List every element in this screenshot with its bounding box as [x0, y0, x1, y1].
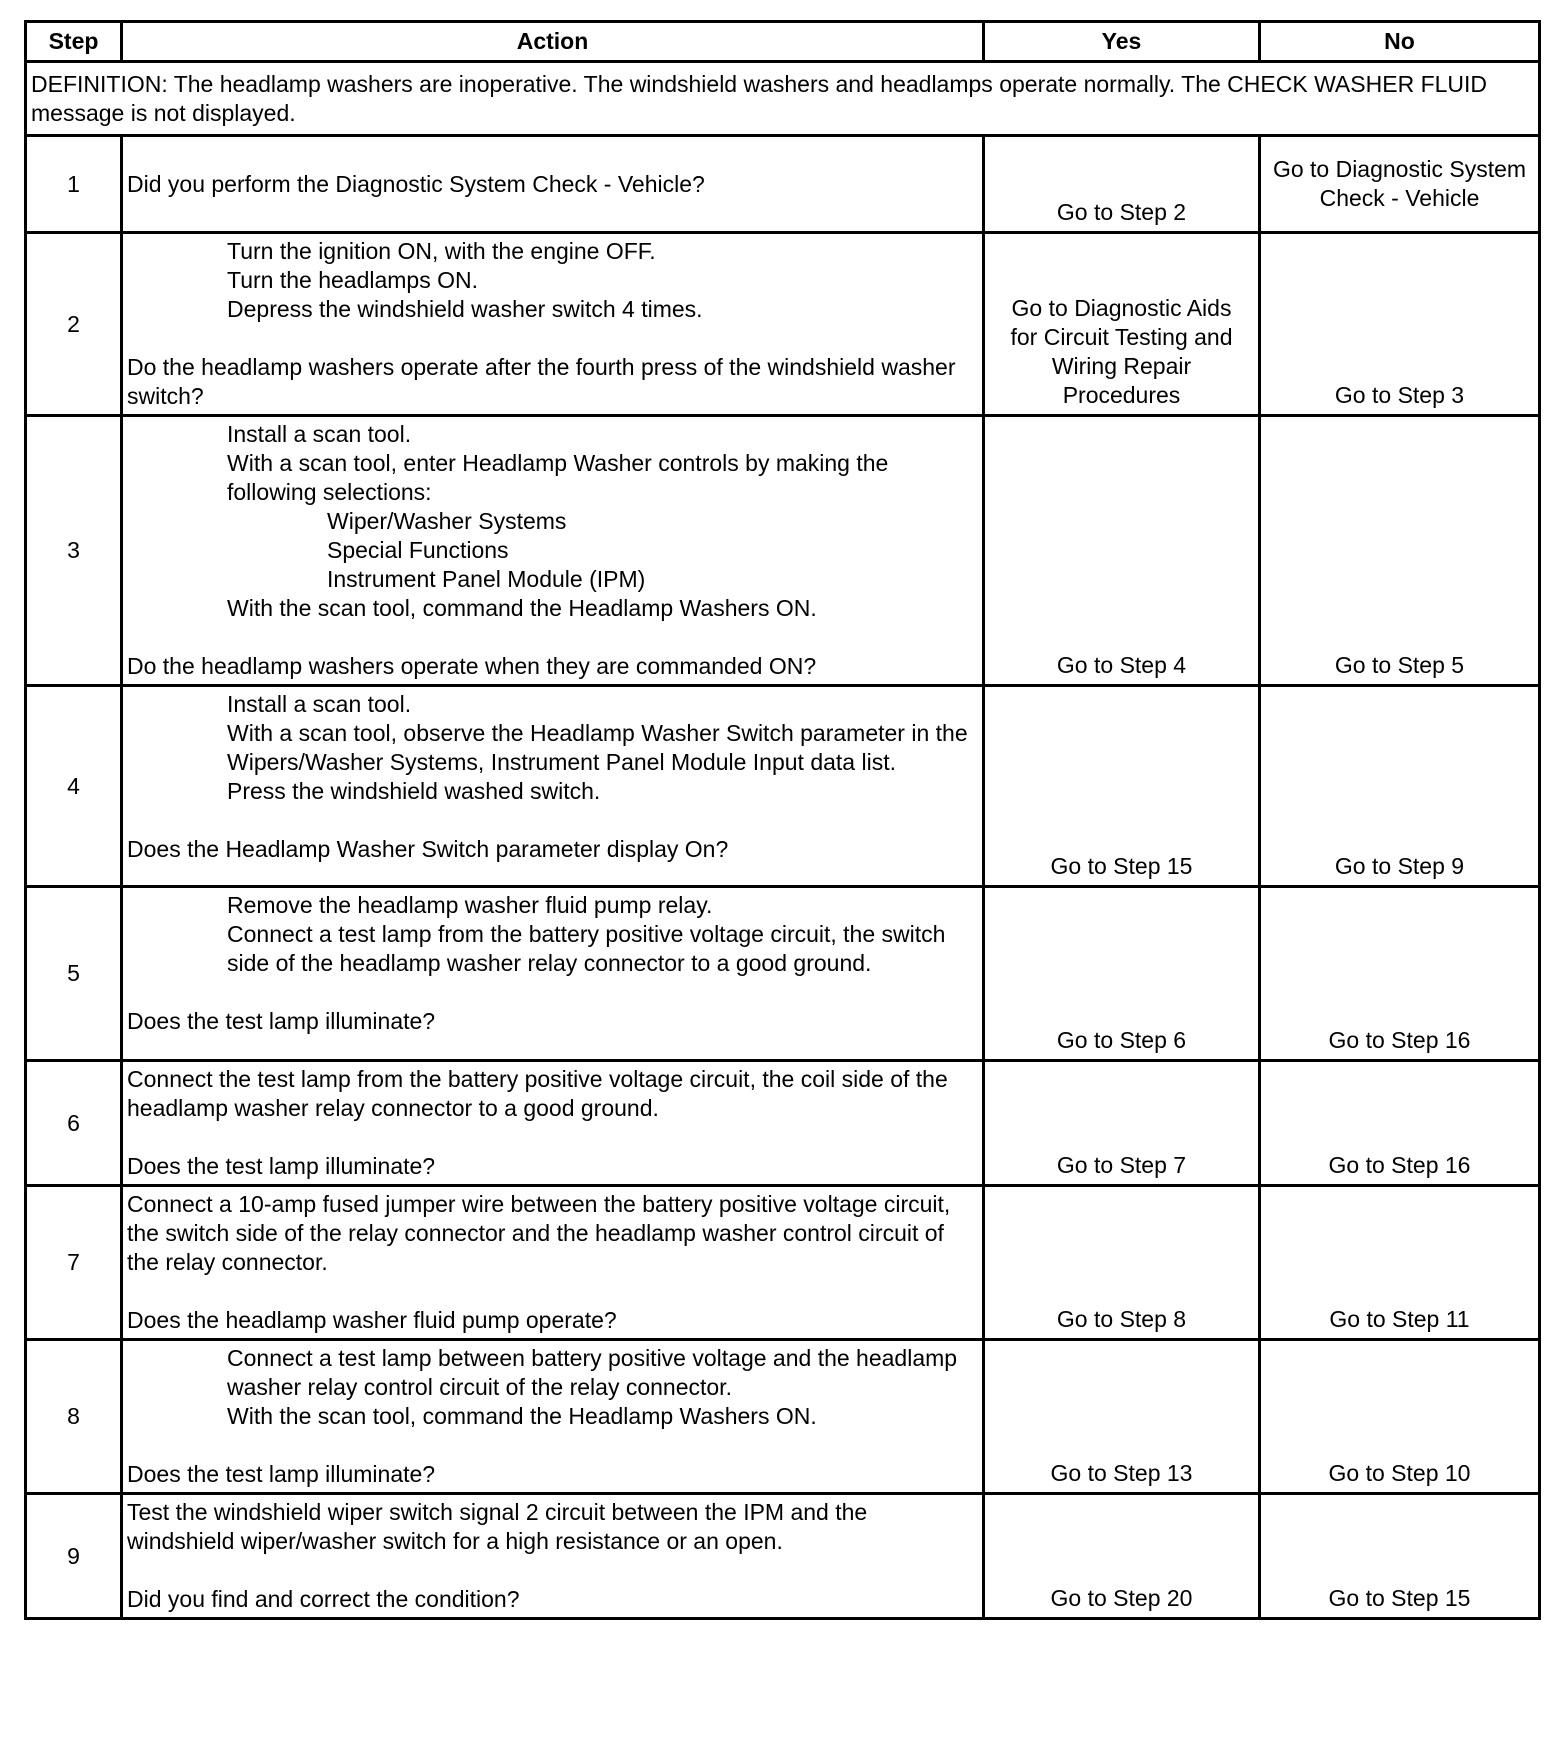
selection-item: Special Functions — [327, 537, 509, 563]
instruction-line: Connect a test lamp from the battery positive voltage circuit, the switch side of the headlamp washer relay connector to a good ground. — [227, 921, 952, 976]
table-row — [26, 887, 1540, 1061]
spacer — [127, 1556, 978, 1585]
table-row — [26, 233, 1540, 416]
selection-item: Wiper/Washer Systems — [327, 508, 567, 534]
yes-cell: Go to Step 7 — [984, 1061, 1260, 1186]
definition-row — [26, 62, 1540, 136]
instruction-line: Test the windshield wiper switch signal 2 circuit between the IPM and the windshield wiper/washer switch for a high resistance or an open. — [127, 1499, 874, 1554]
no-cell: Go to Step 5 — [1260, 416, 1540, 686]
step-number: 3 — [26, 416, 122, 686]
spacer — [127, 978, 978, 1007]
instruction-line: Connect the test lamp from the battery positive voltage circuit, the coil side of the headlamp washer relay connector to a good ground. — [127, 1066, 955, 1121]
instruction-line: Depress the windshield washer switch 4 times. — [227, 296, 703, 322]
question-text: Did you find and correct the condition? — [127, 1586, 520, 1612]
question-text: Does the test lamp illuminate? — [127, 1008, 436, 1034]
instruction-line: Install a scan tool. — [227, 421, 412, 447]
step-number: 7 — [26, 1186, 122, 1340]
instruction-line: With a scan tool, observe the Headlamp Washer Switch parameter in the Wipers/Washer Systems, Instrument Panel Module Input data list. — [227, 720, 974, 775]
no-cell: Go to Step 16 — [1260, 887, 1540, 1061]
yes-cell: Go to Step 4 — [984, 416, 1260, 686]
no-cell: Go to Step 3 — [1260, 233, 1540, 416]
instruction-line: Turn the ignition ON, with the engine OFF. — [227, 238, 656, 264]
header-row — [26, 22, 1540, 62]
instruction-line: With a scan tool, enter Headlamp Washer controls by making the following selections: — [227, 450, 895, 505]
definition-text: DEFINITION: The headlamp washers are inoperative. The windshield washers and headlamps operate normally. The CHECK WASHER FLUID message is not displayed. — [26, 62, 1540, 136]
header-step: Step — [26, 22, 122, 62]
table-row — [26, 1340, 1540, 1494]
question-text: Did you perform the Diagnostic System Check - Vehicle? — [127, 170, 705, 197]
instruction-line: Connect a 10-amp fused jumper wire between the battery positive voltage circuit, the switch side of the relay connector and the headlamp washer control circuit of the relay connector. — [127, 1191, 957, 1275]
action-cell — [122, 686, 984, 887]
instruction-line: Install a scan tool. — [227, 691, 412, 717]
diagnostic-table — [24, 20, 1541, 1620]
spacer — [127, 623, 978, 652]
instruction-line: Press the windshield washed switch. — [227, 778, 601, 804]
yes-cell: Go to Step 2 — [984, 136, 1260, 233]
action-cell — [122, 416, 984, 686]
step-number: 9 — [26, 1494, 122, 1619]
table-row — [26, 136, 1540, 233]
table-row — [26, 416, 1540, 686]
question-text: Does the headlamp washer fluid pump operate? — [127, 1307, 617, 1333]
header-yes: Yes — [984, 22, 1260, 62]
action-cell — [122, 233, 984, 416]
question-text: Does the test lamp illuminate? — [127, 1461, 436, 1487]
table-row — [26, 1494, 1540, 1619]
table-row — [26, 1186, 1540, 1340]
question-text: Do the headlamp washers operate when they are commanded ON? — [127, 653, 817, 679]
instruction-line: Remove the headlamp washer fluid pump relay. — [227, 892, 713, 918]
action-cell — [122, 1340, 984, 1494]
instruction-line: Connect a test lamp between battery positive voltage and the headlamp washer relay control circuit of the relay connector. — [227, 1345, 964, 1400]
no-cell: Go to Diagnostic System Check - Vehicle — [1260, 136, 1540, 233]
no-cell: Go to Step 15 — [1260, 1494, 1540, 1619]
spacer — [127, 1431, 978, 1460]
instruction-line: With the scan tool, command the Headlamp Washers ON. — [227, 1403, 817, 1429]
yes-cell: Go to Step 13 — [984, 1340, 1260, 1494]
table-row — [26, 686, 1540, 887]
no-cell: Go to Step 16 — [1260, 1061, 1540, 1186]
yes-cell: Go to Step 15 — [984, 686, 1260, 887]
question-text: Do the headlamp washers operate after the fourth press of the windshield washer switch? — [127, 354, 962, 409]
step-number: 1 — [26, 136, 122, 233]
spacer — [127, 806, 978, 835]
yes-cell: Go to Step 8 — [984, 1186, 1260, 1340]
step-number: 2 — [26, 233, 122, 416]
action-cell — [122, 136, 984, 233]
header-no: No — [1260, 22, 1540, 62]
yes-cell: Go to Step 6 — [984, 887, 1260, 1061]
header-action: Action — [122, 22, 984, 62]
question-text: Does the Headlamp Washer Switch parameter display On? — [127, 836, 729, 862]
step-number: 6 — [26, 1061, 122, 1186]
instruction-line: With the scan tool, command the Headlamp Washers ON. — [227, 595, 817, 621]
spacer — [127, 1277, 978, 1306]
spacer — [127, 1123, 978, 1152]
step-number: 4 — [26, 686, 122, 887]
action-cell — [122, 1494, 984, 1619]
step-number: 8 — [26, 1340, 122, 1494]
no-cell: Go to Step 10 — [1260, 1340, 1540, 1494]
no-cell: Go to Step 9 — [1260, 686, 1540, 887]
step-number: 5 — [26, 887, 122, 1061]
action-cell — [122, 887, 984, 1061]
table-row — [26, 1061, 1540, 1186]
yes-cell: Go to Step 20 — [984, 1494, 1260, 1619]
action-cell — [122, 1186, 984, 1340]
instruction-line: Turn the headlamps ON. — [227, 267, 478, 293]
question-text: Does the test lamp illuminate? — [127, 1153, 436, 1179]
no-cell: Go to Step 11 — [1260, 1186, 1540, 1340]
yes-cell: Go to Diagnostic Aids for Circuit Testing and Wiring Repair Procedures — [984, 233, 1260, 416]
action-cell — [122, 1061, 984, 1186]
selection-item: Instrument Panel Module (IPM) — [327, 566, 646, 592]
spacer — [127, 324, 978, 353]
